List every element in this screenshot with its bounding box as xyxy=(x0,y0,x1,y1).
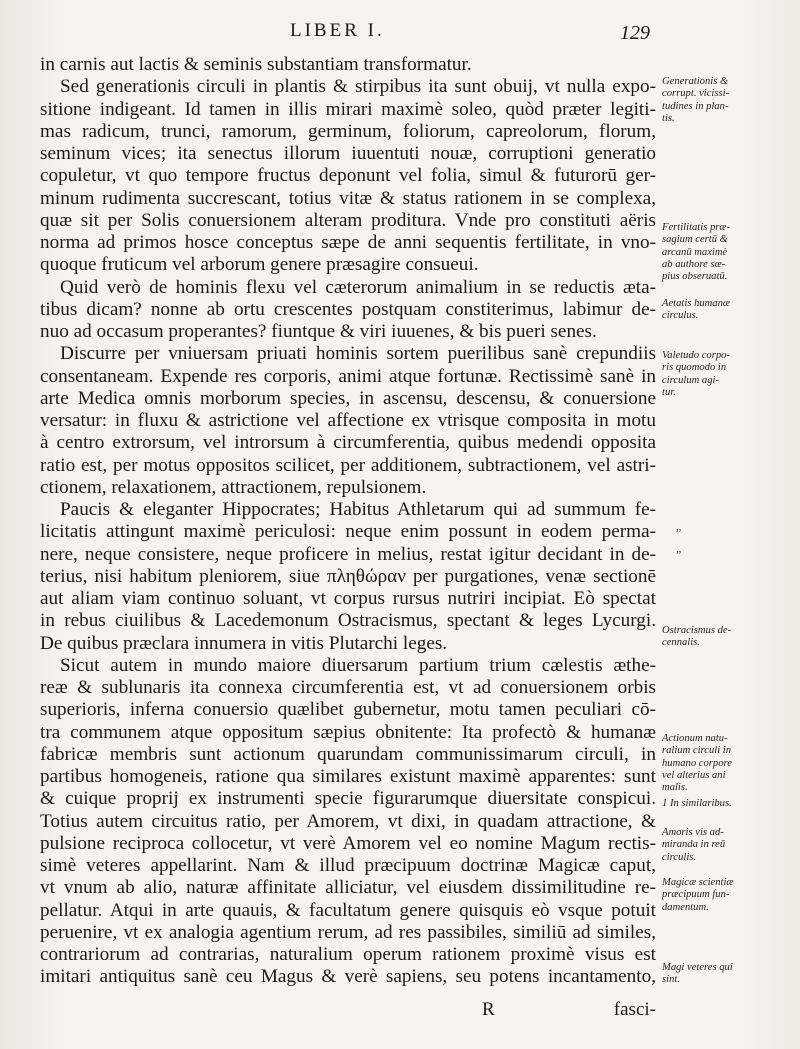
margin-note-line: Valetudo corpo- xyxy=(662,350,730,361)
quote-mark: „ xyxy=(676,519,682,533)
margin-note-line: tudines in plan- xyxy=(662,100,729,112)
margin-note-line: 1 In similaribus. xyxy=(662,798,732,809)
margin-note-line: tur. xyxy=(662,386,676,398)
margin-note xyxy=(662,798,732,810)
text-line: peruenire, vt ex analogia agentium rerum, ad res passibiles, similiū ad similes, xyxy=(40,921,656,943)
margin-note-line: miranda in reū xyxy=(662,839,726,851)
margin-note-line: sagium certū & xyxy=(662,234,728,246)
margin-note-line: circulum agi- xyxy=(662,374,719,386)
text-line: fabricæ membris sunt actionum quarundam communissimarum circuli, in xyxy=(40,743,656,765)
text-line: seminum vices; ita senectus illorum iuuentuti nouæ, corruptioni generatio xyxy=(40,143,656,164)
margin-note-line: corrupt. vicissi- xyxy=(662,88,730,100)
text-line: in carnis aut lactis & seminis substantiam transformatur. xyxy=(40,54,472,75)
page-header xyxy=(290,20,650,50)
margin-note xyxy=(662,222,730,283)
text-line: nuo ad occasum properantes? fiuntque & viri iuuenes, & bis pueri senes. xyxy=(40,321,597,342)
running-head: LIBER I. xyxy=(290,20,385,41)
text-line: Sicut autem in mundo maiore diuersarum partium trium cælestis æthe- xyxy=(60,654,656,676)
text-line: in rebus ciuilibus & Lacedemonum Ostracismus, spectant & leges Lycurgi. xyxy=(40,610,656,632)
text-line: à centro extrorsum, vel introrsum à circumferentia, quibus medendi opposita xyxy=(40,432,656,454)
margin-note xyxy=(662,877,734,914)
margin-note-line: damentum. xyxy=(662,901,709,913)
margin-note-line: Amoris vis ad- xyxy=(662,827,724,838)
margin-note-line: Actionum natu- xyxy=(662,733,728,744)
text-line: ctionem, relaxationem, attractionem, repulsionem. xyxy=(40,476,427,498)
text-line: consentaneam. Expende res corporis, animi atque fortunæ. Rectissimè sanè in xyxy=(40,365,656,387)
text-line: Sed generationis circuli in plantis & stirpibus ita sunt obuij, vt nulla expo- xyxy=(60,76,656,98)
margin-note-line: ab authore sæ- xyxy=(662,258,726,270)
text-line: terius, nisi habitum pleniorem, siue πληθώραν per purgationes, venæ sectionē xyxy=(40,565,656,587)
text-line: tra communem atque oppositum sæpius obnitente: Ita profectò & humanæ xyxy=(40,721,656,743)
text-line: Discurre per vniuersam priuati hominis sortem puerilibus sanè crepundiis xyxy=(60,343,656,365)
margin-note-line: humano corpore xyxy=(662,757,732,769)
margin-note-line: circulus. xyxy=(662,310,699,322)
text-line: arte Medica omnis morborum species, in ascensu, descensu, & conuersione xyxy=(40,387,656,409)
margin-note xyxy=(662,350,730,399)
text-line: superioris, inferna conuersio quælibet gubernetur, motu tamen peculiari cō- xyxy=(40,699,656,721)
catchword: fasci- xyxy=(613,999,656,1020)
text-line: simè veteres appellarint. Nam & illud præcipuum doctrinæ Magicæ caput, xyxy=(40,855,656,876)
text-line: Totius autem circuitus ratio, per Amorem, vt dixi, in quadam attractione, & xyxy=(40,810,656,832)
text-line: quoque fruticum vel arborum genere præsagire consueui. xyxy=(40,254,479,276)
signature-mark: R xyxy=(482,999,495,1020)
text-line: vt vnum ab alio, naturæ affinitate alliciatur, vel eiusdem dissimilitudine re- xyxy=(40,877,656,899)
margin-note xyxy=(662,733,732,794)
text-line: Paucis & eleganter Hippocrates; Habitus Athletarum qui ad summum fe- xyxy=(60,499,656,520)
margin-note xyxy=(662,76,729,125)
text-line: pulsione reciproca collocetur, vt verè Amorem vel eo nomine Magum rectis- xyxy=(40,832,656,854)
text-line: mas radicum, trunci, ramorum, germinum, foliorum, capreolorum, florum, xyxy=(40,120,656,142)
text-line: De quibus præclara innumera in vitis Plutarchi leges. xyxy=(40,632,448,654)
margin-note-line: Generationis & xyxy=(662,76,729,87)
margin-note-line: ralium circuli in xyxy=(662,745,732,757)
margin-note-line: tis. xyxy=(662,112,675,124)
text-line: tibus dicam? nonne ab ortu crescentes postquam constiterimus, labimur de- xyxy=(40,298,656,320)
text-line: ratio est, per motus oppositos scilicet, per additionem, subtractionem, vel astri- xyxy=(40,454,656,476)
text-line: licitatis attingunt maximè periculosi: neque enim possunt in eodem perma- xyxy=(40,521,656,543)
text-line: quæ sit per Solis conuersionem alteram proditura. Vnde pro constituti aëris xyxy=(40,209,656,231)
margin-note-line: Aetatis humanæ xyxy=(662,298,730,309)
margin-note-line: sint. xyxy=(662,974,680,986)
margin-note xyxy=(662,625,731,650)
margin-note-line: Magi veteres qui xyxy=(662,962,733,973)
text-line: aut aliam viam continuo soluant, vt corpus rursus nutriri incipiat. Eò spectat xyxy=(40,588,656,609)
text-line: contrariorum ad contrarias, naturalium operum rationem proximè visus est xyxy=(40,944,656,965)
margin-note-line: arcanū maximè xyxy=(662,246,728,258)
margin-note-line: ris quomodo in xyxy=(662,362,727,374)
margin-note xyxy=(662,298,730,323)
text-line: versatur: in fluxu & astrictione vel affectione ex vtrisque composita in motu xyxy=(40,410,656,431)
quote-mark: „ xyxy=(676,541,682,555)
margin-note-line: Magicæ scientiæ xyxy=(662,877,734,888)
margin-note-line: vel alterius ani xyxy=(662,769,726,781)
text-line: imitari antiquitus sanè ceu Magus & verè sapiens, seu potens incantamento, xyxy=(40,966,656,988)
page-number: 129 xyxy=(620,22,650,44)
text-line: reæ & sublunaris ita connexa circumferentia est, vt ad conuersionem orbis xyxy=(40,677,656,698)
margin-note xyxy=(662,827,725,864)
page-footer xyxy=(40,999,656,1023)
text-line: norma ad primos hosce conceptus sæpe de anni sequentis fertilitate, in vno- xyxy=(40,232,656,253)
text-line: pellatur. Atqui in arte quauis, & facultatum genere quisquis eò vsque potuit xyxy=(40,899,656,921)
text-line: minum rudimenta succrescant, totius vitæ & status rationem in se complexa, xyxy=(40,187,656,209)
margin-note-line: cennalis. xyxy=(662,637,700,649)
margin-note-line: præcipuum fun- xyxy=(662,889,730,901)
main-text-block xyxy=(40,54,656,989)
margin-note-line: pius obseruatū. xyxy=(662,271,728,283)
margin-note-line: circulis. xyxy=(662,851,697,863)
margin-note-line: Ostracismus de- xyxy=(662,625,732,636)
text-line: Quid verò de hominis flexu vel cæterorum animalium in se reductis æta- xyxy=(60,276,656,298)
text-line: copuletur, vt quo tempore fructus deponunt vel folia, simul & futurorū ger- xyxy=(40,165,656,187)
text-line: sitione indigeant. Id tamen in illis mirari maximè soleo, quòd præter legiti- xyxy=(40,98,656,120)
text-line: partibus homogeneis, ratione qua similares existunt maximè apparentes: sunt xyxy=(40,766,656,787)
text-line: nere, neque consistere, neque proficere in melius, restat igitur decidant in de- xyxy=(40,543,656,565)
margin-note xyxy=(662,962,733,987)
margin-note-line: malis. xyxy=(662,782,688,794)
margin-note-line: Fertilitatis præ- xyxy=(662,222,730,233)
text-line: & cuique proprij ex instrumenti specie figurarumque diuersitate conspicui. xyxy=(40,788,656,810)
